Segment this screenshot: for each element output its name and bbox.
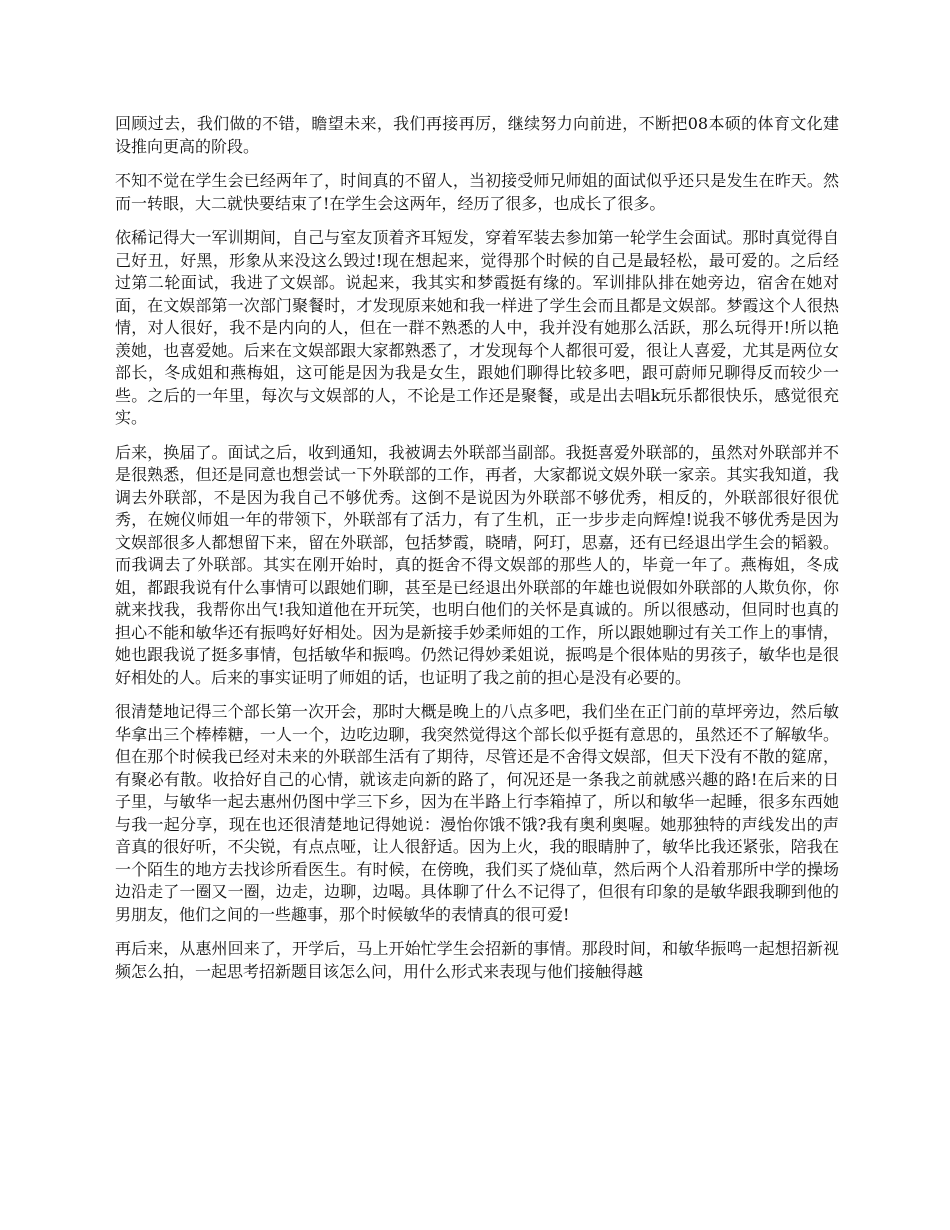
paragraph-first-meeting: 很清楚地记得三个部长第一次开会，那时大概是晚上的八点多吧，我们坐在正门前的草坪旁边，然后敏华拿出三个棒棒糖，一人一个，边吃边聊，我突然觉得这个部长似乎挺有意思的，虽然还不了解敏华。但在那个时候我已经对未来的外联部生活有了期待，尽管还是不舍得文娱部，但天下没有不散的筵席，有聚必有散。收拾好自己的心情，就该走向新的路了，何况还是一条我之前就感兴趣的路!在后来的日子里，与敏华一起去惠州仍图中学三下乡，因为在半路上行李箱掉了，所以和敏华一起睡，很多东西她与我一起分享，现在也还很清楚地记得她说：漫怡你饿不饿?我有奥利奥喔。她那独特的声线发出的声音真的很好听，不尖锐，有点点哑，让人很舒适。因为上火，我的眼睛肿了，敏华比我还紧张，陪我在一个陌生的地方去找诊所看医生。有时候，在傍晚，我们买了烧仙草，然后两个人沿着那所中学的操场边沿走了一圈又一圈，边走，边聊，边喝。具体聊了什么不记得了，但很有印象的是敏华跟我聊到他的男朋友，他们之间的一些趣事，那个时候敏华的表情真的很可爱!	[115, 702, 839, 924]
paragraph-return-recruiting: 再后来，从惠州回来了，开学后，马上开始忙学生会招新的事情。那段时间，和敏华振鸣一起想招新视频怎么拍，一起思考招新题目该怎么问，用什么形式来表现与他们接触得越	[115, 939, 839, 981]
document-body	[115, 113, 839, 995]
paragraph-freshman-interview: 依稀记得大一军训期间，自己与室友顶着齐耳短发，穿着军装去参加第一轮学生会面试。那时真觉得自己好丑，好黑，形象从来没这么毁过!现在想起来，觉得那个时候的自己是最轻松，最可爱的。之后经过第二轮面试，我进了文娱部。说起来，我其实和梦霞挺有缘的。军训排队排在她旁边，宿舍在她对面，在文娱部第一次部门聚餐时，才发现原来她和我一样进了学生会而且都是文娱部。梦霞这个人很热情，对人很好，我不是内向的人，但在一群不熟悉的人中，我并没有她那么活跃，那么玩得开!所以艳羡她，也喜爱她。后来在文娱部跟大家都熟悉了，才发现每个人都很可爱，很让人喜爱，尤其是两位女部长，冬成姐和燕梅姐，这可能是因为我是女生，跟她们聊得比较多吧，跟可蔚师兄聊得反而较少一些。之后的一年里，每次与文娱部的人，不论是工作还是聚餐，或是出去唱k玩乐都很快乐，感觉很充实。	[115, 228, 839, 427]
paragraph-two-years: 不知不觉在学生会已经两年了，时间真的不留人，当初接受师兄师姐的面试似乎还只是发生在昨天。然而一转眼，大二就快要结束了!在学生会这两年，经历了很多，也成长了很多。	[115, 171, 839, 213]
paragraph-transfer-outreach: 后来，换届了。面试之后，收到通知，我被调去外联部当副部。我挺喜爱外联部的，虽然对外联部并不是很熟悉，但还是同意也想尝试一下外联部的工作，再者，大家都说文娱外联一家亲。其实我知道，我调去外联部，不是因为我自己不够优秀。这倒不是说因为外联部不够优秀，相反的，外联部很好很优秀，在婉仪师姐一年的带领下，外联部有了活力，有了生机，正一步步走向辉煌!说我不够优秀是因为文娱部很多人都想留下来，留在外联部，包括梦霞，晓晴，阿玎，思嘉，还有已经退出学生会的韬毅。而我调去了外联部。其实在刚开始时，真的挺舍不得文娱部的那些人的，毕竟一年了。燕梅姐，冬成姐，都跟我说有什么事情可以跟她们聊，甚至是已经退出外联部的年雄也说假如外联部的人欺负你，你就来找我，我帮你出气!我知道他在开玩笑，也明白他们的关怀是真诚的。所以很感动，但同时也真的担心不能和敏华还有振鸣好好相处。因为是新接手妙柔师姐的工作，所以跟她聊过有关工作上的事情，她也跟我说了挺多事情，包括敏华和振鸣。仍然记得妙柔姐说，振鸣是个很体贴的男孩子，敏华也是很好相处的人。后来的事实证明了师姐的话，也证明了我之前的担心是没有必要的。	[115, 442, 839, 687]
paragraph-review: 回顾过去，我们做的不错，瞻望未来，我们再接再厉，继续努力向前进，不断把08本硕的体育文化建设推向更高的阶段。	[115, 114, 839, 156]
